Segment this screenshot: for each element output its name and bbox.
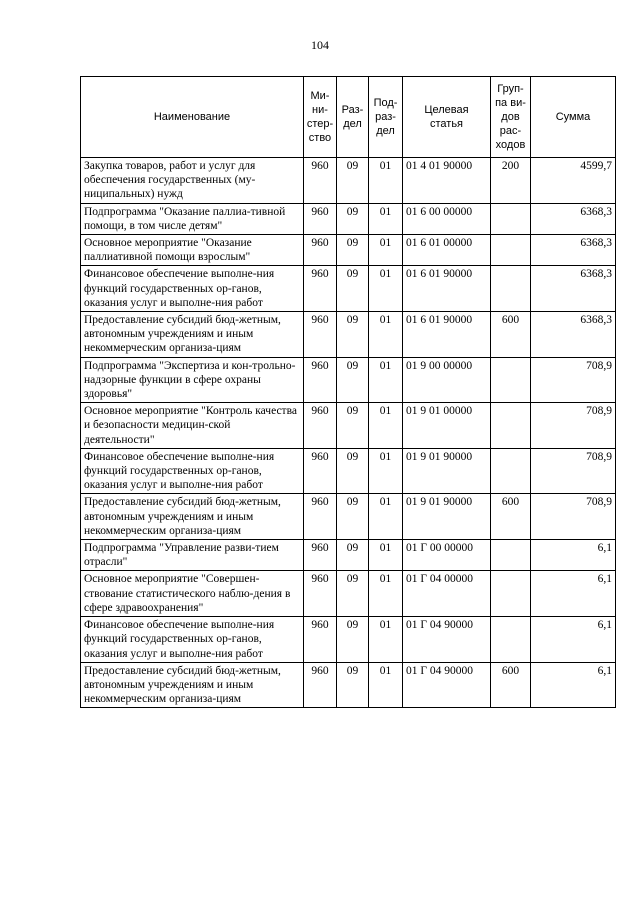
row-ministry: 960 — [304, 617, 337, 663]
row-section: 09 — [337, 403, 369, 449]
table-row — [81, 235, 616, 266]
table-body — [81, 158, 616, 708]
header-section-text: Раз- дел — [341, 104, 364, 130]
row-amount: 708,9 — [531, 448, 616, 494]
row-section: 09 — [337, 235, 369, 266]
header-subsection-text: Под- раз- дел — [373, 97, 398, 137]
row-name: Финансовое обеспечение выполне-ния функций государственных ор-ганов, оказания услуг и выполне-ния работ — [81, 266, 304, 312]
row-article: 01 6 01 90000 — [403, 312, 491, 358]
row-subsection: 01 — [369, 266, 403, 312]
row-expense-group — [491, 235, 531, 266]
header-article-text: Целевая статья — [424, 104, 469, 130]
table-row — [81, 312, 616, 358]
row-section: 09 — [337, 448, 369, 494]
row-article: 01 6 01 90000 — [403, 266, 491, 312]
row-expense-group — [491, 540, 531, 571]
row-section: 09 — [337, 203, 369, 234]
header-ministry-text: Ми- ни- стер- ство — [306, 90, 334, 144]
row-subsection: 01 — [369, 312, 403, 358]
row-amount: 6368,3 — [531, 235, 616, 266]
row-ministry: 960 — [304, 448, 337, 494]
row-article: 01 4 01 90000 — [403, 158, 491, 204]
table-row — [81, 266, 616, 312]
row-subsection: 01 — [369, 158, 403, 204]
row-section: 09 — [337, 662, 369, 708]
row-section: 09 — [337, 494, 369, 540]
row-amount: 6368,3 — [531, 203, 616, 234]
row-amount: 708,9 — [531, 494, 616, 540]
row-section: 09 — [337, 617, 369, 663]
row-amount: 708,9 — [531, 403, 616, 449]
row-name: Основное мероприятие "Совершен-ствование статистического наблю-дения в сфере здравоохранения" — [81, 571, 304, 617]
row-name: Основное мероприятие "Контроль качества и безопасности медицин-ской деятельности" — [81, 403, 304, 449]
row-subsection: 01 — [369, 571, 403, 617]
row-expense-group — [491, 617, 531, 663]
row-section: 09 — [337, 571, 369, 617]
header-name: Наименование — [81, 77, 304, 158]
table-row — [81, 403, 616, 449]
row-ministry: 960 — [304, 312, 337, 358]
row-section: 09 — [337, 266, 369, 312]
row-amount: 6,1 — [531, 571, 616, 617]
row-name: Предоставление субсидий бюд-жетным, автономным учреждениям и иным некоммерческим организа-циям — [81, 494, 304, 540]
table-row — [81, 494, 616, 540]
row-ministry: 960 — [304, 494, 337, 540]
table-row — [81, 448, 616, 494]
row-amount: 6,1 — [531, 540, 616, 571]
row-article: 01 9 00 00000 — [403, 357, 491, 403]
row-subsection: 01 — [369, 203, 403, 234]
row-subsection: 01 — [369, 403, 403, 449]
row-expense-group: 600 — [491, 312, 531, 358]
header-article — [403, 77, 491, 158]
row-ministry: 960 — [304, 235, 337, 266]
header-section — [337, 77, 369, 158]
row-expense-group: 600 — [491, 662, 531, 708]
row-amount: 6,1 — [531, 617, 616, 663]
row-ministry: 960 — [304, 403, 337, 449]
row-name: Подпрограмма "Управление разви-тием отрасли" — [81, 540, 304, 571]
row-name: Финансовое обеспечение выполне-ния функций государственных ор-ганов, оказания услуг и выполне-ния работ — [81, 448, 304, 494]
row-name: Финансовое обеспечение выполне-ния функций государственных ор-ганов, оказания услуг и выполне-ния работ — [81, 617, 304, 663]
row-subsection: 01 — [369, 235, 403, 266]
row-name: Подпрограмма "Экспертиза и кон-трольно-надзорные функции в сфере охраны здоровья" — [81, 357, 304, 403]
row-article: 01 Г 04 90000 — [403, 617, 491, 663]
row-article: 01 Г 04 00000 — [403, 571, 491, 617]
row-subsection: 01 — [369, 540, 403, 571]
row-expense-group — [491, 203, 531, 234]
row-name: Подпрограмма "Оказание паллиа-тивной помощи, в том числе детям" — [81, 203, 304, 234]
row-amount: 6,1 — [531, 662, 616, 708]
table-row — [81, 203, 616, 234]
row-ministry: 960 — [304, 662, 337, 708]
row-article: 01 9 01 90000 — [403, 494, 491, 540]
row-expense-group — [491, 357, 531, 403]
row-section: 09 — [337, 312, 369, 358]
row-subsection: 01 — [369, 357, 403, 403]
table-row — [81, 357, 616, 403]
row-article: 01 Г 04 90000 — [403, 662, 491, 708]
header-ministry — [304, 77, 337, 158]
row-ministry: 960 — [304, 266, 337, 312]
row-name: Предоставление субсидий бюд-жетным, автономным учреждениям и иным некоммерческим организа-циям — [81, 312, 304, 358]
row-ministry: 960 — [304, 571, 337, 617]
table-row — [81, 571, 616, 617]
row-expense-group: 600 — [491, 494, 531, 540]
row-expense-group — [491, 448, 531, 494]
table-row — [81, 662, 616, 708]
row-subsection: 01 — [369, 662, 403, 708]
row-ministry: 960 — [304, 357, 337, 403]
header-subsection — [369, 77, 403, 158]
row-name: Предоставление субсидий бюд-жетным, автономным учреждениям и иным некоммерческим организа-циям — [81, 662, 304, 708]
header-expense-group-text: Груп- па ви- дов рас- ходов — [495, 83, 526, 151]
page-number: 104 — [311, 38, 329, 52]
row-amount: 4599,7 — [531, 158, 616, 204]
budget-table — [80, 76, 616, 708]
row-name: Основное мероприятие "Оказание паллиативной помощи взрослым" — [81, 235, 304, 266]
row-article: 01 9 01 00000 — [403, 403, 491, 449]
row-ministry: 960 — [304, 540, 337, 571]
row-subsection: 01 — [369, 448, 403, 494]
table-row — [81, 540, 616, 571]
row-expense-group — [491, 403, 531, 449]
row-section: 09 — [337, 357, 369, 403]
row-amount: 6368,3 — [531, 266, 616, 312]
row-amount: 708,9 — [531, 357, 616, 403]
row-expense-group: 200 — [491, 158, 531, 204]
row-article: 01 6 00 00000 — [403, 203, 491, 234]
table-row — [81, 617, 616, 663]
row-section: 09 — [337, 158, 369, 204]
row-amount: 6368,3 — [531, 312, 616, 358]
header-expense-group — [491, 77, 531, 158]
row-name: Закупка товаров, работ и услуг для обеспечения государственных (му-ниципальных) нужд — [81, 158, 304, 204]
table-header-row — [81, 77, 616, 158]
row-article: 01 9 01 90000 — [403, 448, 491, 494]
header-amount: Сумма — [531, 77, 616, 158]
row-expense-group — [491, 571, 531, 617]
row-subsection: 01 — [369, 617, 403, 663]
row-section: 09 — [337, 540, 369, 571]
row-ministry: 960 — [304, 203, 337, 234]
row-subsection: 01 — [369, 494, 403, 540]
row-article: 01 6 01 00000 — [403, 235, 491, 266]
row-article: 01 Г 00 00000 — [403, 540, 491, 571]
table-row — [81, 158, 616, 204]
row-ministry: 960 — [304, 158, 337, 204]
row-expense-group — [491, 266, 531, 312]
